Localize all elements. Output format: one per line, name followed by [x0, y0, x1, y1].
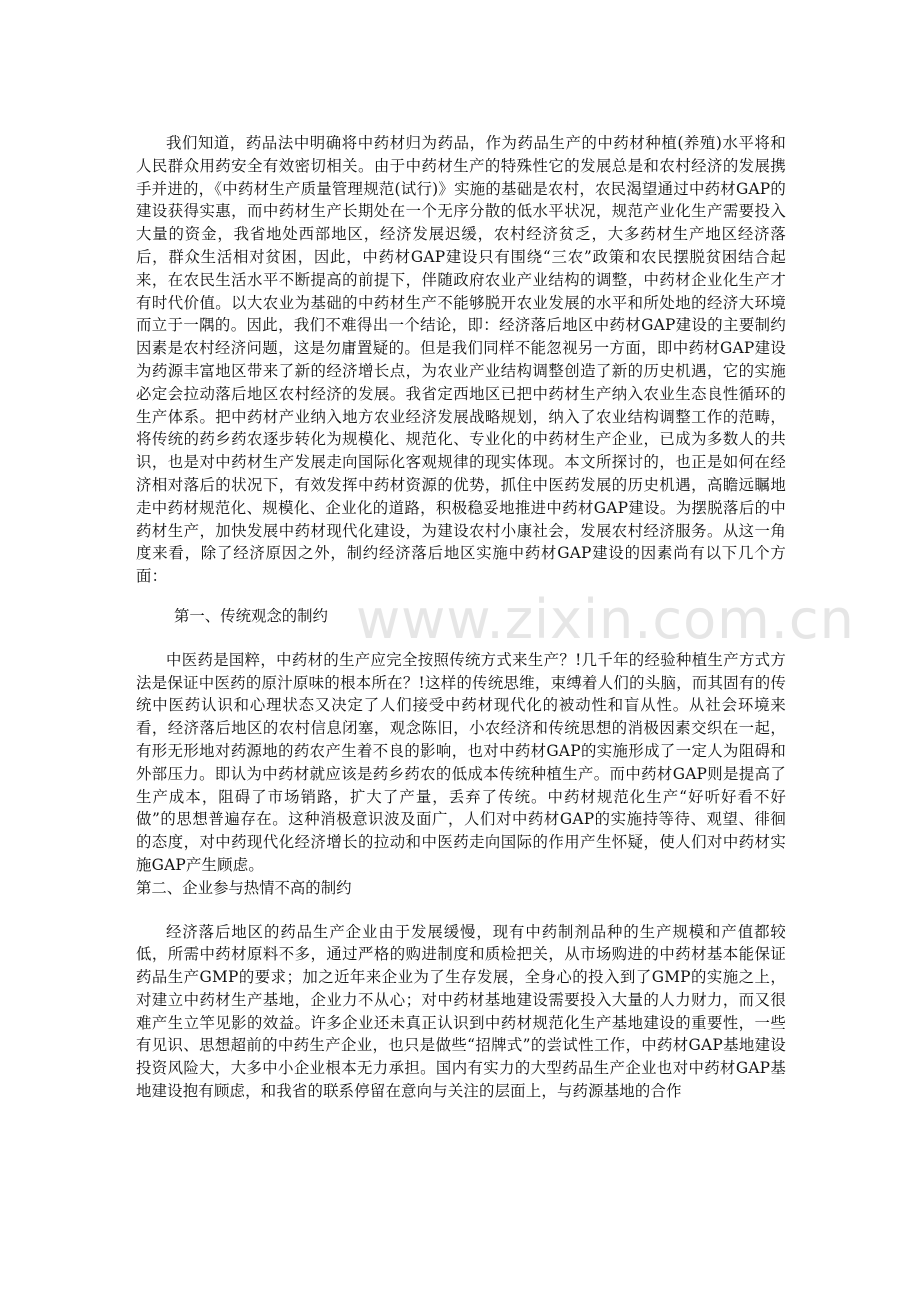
paragraph-intro: 我们知道，药品法中明确将中药材归为药品，作为药品生产的中药材种植(养殖)水平将和人民群众用药安全有效密切相关。由于中药材生产的特殊性它的发展总是和农村经济的发展携手并进的，《中药材生产质量管理规范(试行)》实施的基础是农村，农民渴望通过中药材GAP的建设获得实惠，而中药材生产长期处在一个无序分散的低水平状况，规范产业化生产需要投入大量的资金，我省地处西部地区，经济发展迟缓，农村经济贫乏，大多药材生产地区经济落后，群众生活相对贫困，因此，中药材GAP建设只有围绕“三农”政策和农民摆脱贫困结合起来，在农民生活水平不断提高的前提下，伴随政府农业产业结构的调整，中药材企业化生产才有时代价值。以大农业为基础的中药材生产不能够脱开农业发展的水平和所处地的经济大环境而立于一隅的。因此，我们不难得出一个结论，即：经济落后地区中药材GAP建设的主要制约因素是农村经济问题，这是勿庸置疑的。但是我们同样不能忽视另一方面，即中药材GAP建设为药源丰富地区带来了新的经济增长点，为农业产业结构调整创造了新的历史机遇，它的实施必定会拉动落后地区农村经济的发展。我省定西地区已把中药材生产纳入农业生态良性循环的生产体系。把中药材产业纳入地方农业经济发展战略规划，纳入了农业结构调整工作的范畴，将传统的药乡药农逐步转化为规模化、规范化、专业化的中药材生产企业，已成为多数人的共识，也是对中药材生产发展走向国际化客观规律的现实体现。本文所探讨的，也正是如何在经济相对落后的状况下，有效发挥中药材资源的优势，抓住中医药发展的历史机遇，高瞻远瞩地走中药材规范化、规模化、企业化的道路，积极稳妥地推进中药材GAP建设。为摆脱落后的中药材生产，加快发展中药材现代化建设，为建设农村小康社会，发展农村经济服务。从这一角度来看，除了经济原因之外，制约经济落后地区实施中药材GAP建设的因素尚有以下几个方面： [136, 134, 786, 586]
spacer [136, 900, 786, 921]
spacer [136, 628, 786, 649]
watermark: www.zixin.com.cn [356, 588, 855, 651]
spacer [136, 588, 786, 605]
document-body [136, 132, 786, 1103]
paragraph-enterprise-participation: 经济落后地区的药品生产企业由于发展缓慢，现有中药制剂品种的生产规模和产值都较低，所需中药材原料不多，通过严格的购进制度和质检把关，从市场购进的中药材基本能保证药品生产GMP的要求；加之近年来企业为了生存发展，全身心的投入到了GMP的实施之上，对建立中药材生产基地，企业力不从心；对中药材基地建设需要投入大量的人力财力，而又很难产生立竿见影的效益。许多企业还未真正认识到中药材规范化生产基地建设的重要性，一些有见识、思想超前的中药生产企业，也只是做些“招牌式”的尝试性工作，中药材GAP基地建设投资风险大，大多中小企业根本无力承担。国内有实力的大型药品生产企业也对中药材GAP基地建设抱有顾虑，和我省的联系停留在意向与关注的层面上，与药源基地的合作 [136, 922, 786, 1101]
section-heading-enterprise-participation: 第二、企业参与热情不高的制约 [136, 878, 352, 897]
paragraph-traditional-concepts: 中医药是国粹，中药材的生产应完全按照传统方式来生产？!几千年的经验种植生产方式方法是保证中医药的原汁原味的根本所在？!这样的传统思维，束缚着人们的头脑，而其固有的传统中医药认识和心理状态又决定了人们接受中药材现代化的被动性和盲从性。从社会环境来看，经济落后地区的农村信息闭塞，观念陈旧，小农经济和传统思想的消极因素交织在一起，有形无形地对药源地的药农产生着不良的影响，也对中药材GAP的实施形成了一定人为阻碍和外部压力。即认为中药材就应该是药乡药农的低成本传统种植生产。而中药材GAP则是提高了生产成本，阻碍了市场销路，扩大了产量，丢弃了传统。中药材规范化生产“好听好看不好做”的思想普遍存在。这种消极意识波及面广，人们对中药材GAP的实施持等待、观望、徘徊的态度，对中药现代化经济增长的拉动和中医药走向国际的作用产生怀疑，使人们对中药材实施GAP产生顾虑。 [136, 650, 786, 874]
section-heading-traditional-concepts: 第一、传统观念的制约 [174, 606, 328, 625]
